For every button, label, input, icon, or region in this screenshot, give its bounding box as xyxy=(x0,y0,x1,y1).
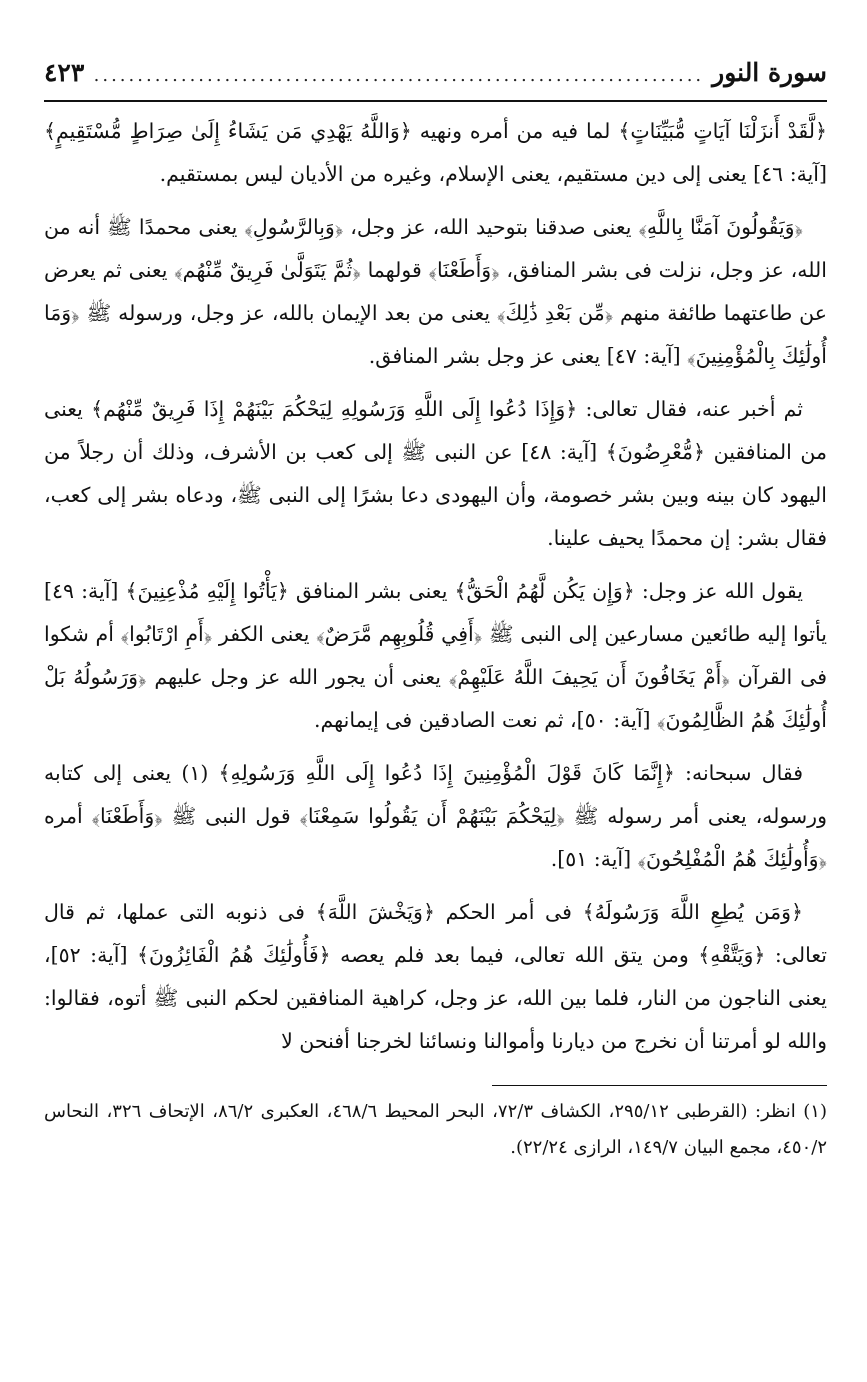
footnote: (١) انظر: (القرطبى ٢٩٥/١٢، الكشاف ٧٢/٣، البحر المحيط ٤٦٨/٦، العكبرى ٨٦/٢، الإتحاف ٣٢٦، النحاس ٤٥٠/٢، مجمع البيان ١٤٩/٧، الرازى ٢٢/٢٤). xyxy=(44,1101,827,1158)
paragraph: ﴿وَيَقُولُونَ آمَنَّا بِاللَّهِ﴾ يعنى صدقنا بتوحيد الله، عز وجل، ﴿وَبِالرَّسُولِ﴾ يعنى محمدًا ﷺ أنه من الله، عز وجل، نزلت فى بشر المنافق، ﴿وَأَطَعْنَا﴾ قولهما ﴿ثُمَّ يَتَوَلَّىٰ فَرِيقٌ مِّنْهُم﴾ يعنى ثم يعرض عن طاعتهما طائفة منهم ﴿مِّن بَعْدِ ذَٰلِكَ﴾ يعنى من بعد الإيمان بالله، عز وجل، ورسوله ﷺ ﴿وَمَا أُولَٰئِكَ بِالْمُؤْمِنِينَ﴾ [آية: ٤٧] يعنى عز وجل بشر المنافق. xyxy=(44,215,827,368)
paragraph: ﴿وَمَن يُطِعِ اللَّهَ وَرَسُولَهُ﴾ فى أمر الحكم ﴿وَيَخْشَ اللَّهَ﴾ فى ذنوبه التى عملها، ثم قال تعالى: ﴿وَيَتَّقْهِ﴾ ومن يتق الله تعالى، فيما بعد فلم يعصه ﴿فَأُولَٰئِكَ هُمُ الْفَائِزُونَ﴾ [آية: ٥٢]، يعنى الناجون من النار، فلما بين الله، عز وجل، كراهية المنافقين لحكم النبى ﷺ أتوه، فقالوا: والله لو أمرتنا أن نخرج من ديارنا وأموالنا ونسائنا لخرجنا أفنحن لا xyxy=(44,900,827,1053)
paragraph: ثم أخبر عنه، فقال تعالى: ﴿وَإِذَا دُعُوا إِلَى اللَّهِ وَرَسُولِهِ لِيَحْكُمَ بَيْنَهُمْ إِذَا فَرِيقٌ مِّنْهُم﴾ يعنى من المنافقين ﴿مُّعْرِضُونَ﴾ [آية: ٤٨] عن النبى ﷺ إلى كعب بن الأشرف، وذلك أن رجلاً من اليهود كان بينه وبين بشر خصومة، وأن اليهودى دعا بشرًا إلى النبى ﷺ، ودعاه بشر إلى كعب، فقال بشر: إن محمدًا يحيف علينا. xyxy=(44,397,827,550)
footnote-separator xyxy=(492,1085,827,1086)
page-number: ٤٢٣ xyxy=(44,58,85,87)
surah-title: سورة النور xyxy=(712,58,827,87)
paragraph: فقال سبحانه: ﴿إِنَّمَا كَانَ قَوْلَ الْمُؤْمِنِينَ إِذَا دُعُوا إِلَى اللَّهِ وَرَسُولِهِ﴾ (١) يعنى إلى كتابه ورسوله، يعنى أمر رسوله ﷺ ﴿لِيَحْكُمَ بَيْنَهُمْ أَن يَقُولُوا سَمِعْنَا﴾ قول النبى ﷺ ﴿وَأَطَعْنَا﴾ أمره ﴿وَأُولَٰئِكَ هُمُ الْمُفْلِحُونَ﴾ [آية: ٥١]. xyxy=(44,761,827,871)
paragraph: ﴿لَّقَدْ أَنزَلْنَا آيَاتٍ مُّبَيِّنَاتٍ﴾ لما فيه من أمره ونهيه ﴿وَاللَّهُ يَهْدِي مَن يَشَاءُ إِلَىٰ صِرَاطٍ مُّسْتَقِيمٍ﴾ [آية: ٤٦] يعنى إلى دين مستقيم، يعنى الإسلام، وغيره من الأديان ليس بمستقيم. xyxy=(44,119,827,186)
running-header xyxy=(44,58,827,102)
main-text xyxy=(44,110,827,1063)
paragraph: يقول الله عز وجل: ﴿وَإِن يَكُن لَّهُمُ الْحَقُّ﴾ يعنى بشر المنافق ﴿يَأْتُوا إِلَيْهِ مُذْعِنِينَ﴾ [آية: ٤٩] يأتوا إليه طائعين مسارعين إلى النبى ﷺ ﴿أَفِي قُلُوبِهِم مَّرَضٌ﴾ يعنى الكفر ﴿أَمِ ارْتَابُوا﴾ أم شكوا فى القرآن ﴿أَمْ يَخَافُونَ أَن يَحِيفَ اللَّهُ عَلَيْهِمْ﴾ يعنى أن يجور الله عز وجل عليهم ﴿وَرَسُولُهُ بَلْ أُولَٰئِكَ هُمُ الظَّالِمُونَ﴾ [آية: ٥٠]، ثم نعت الصادقين فى إيمانهم. xyxy=(44,579,827,732)
header-leader-dots xyxy=(92,65,704,86)
